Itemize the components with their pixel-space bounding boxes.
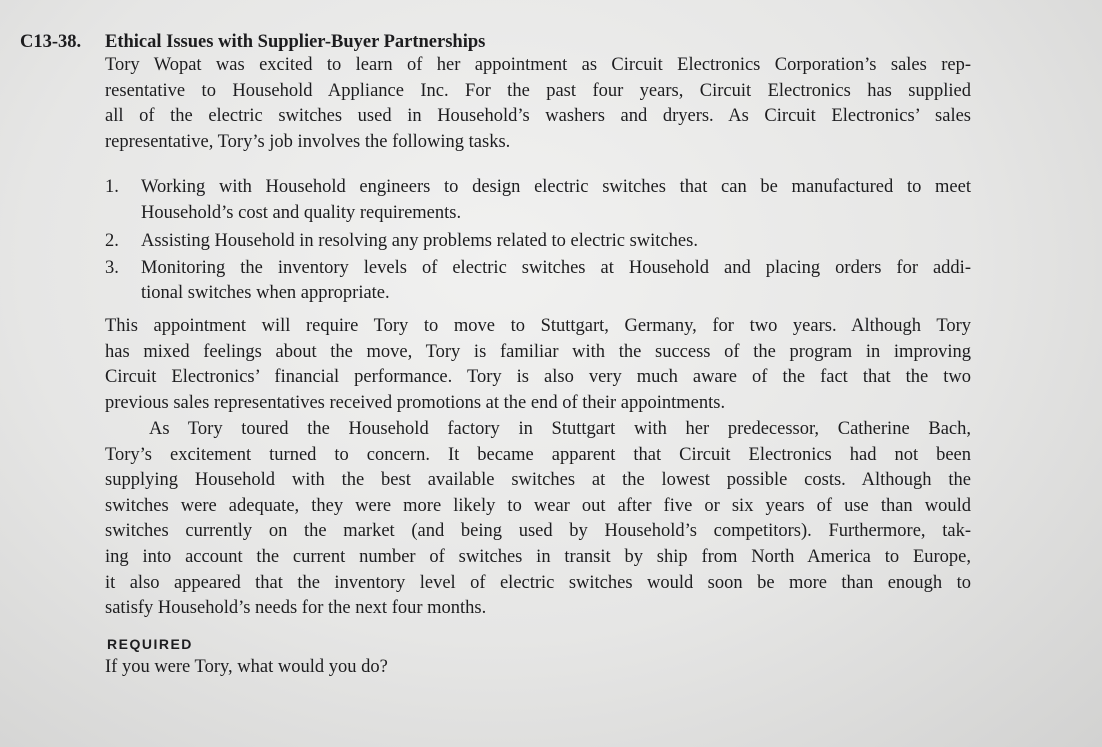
problem-heading [20,32,485,53]
text-line: Assisting Household in resolving any problems related to electric switches. [141,231,698,252]
text-line: representative, Tory’s job involves the following tasks. [105,131,511,152]
task-list [105,175,971,307]
text-line: tional switches when appropriate. [141,283,390,304]
text-line: Working with Household engineers to design electric switches that can be manufactured to meet [141,177,971,197]
text-line: This appointment will require Tory to move to Stuttgart, Germany, for two years. Although Tory [105,316,971,336]
text-line: switches currently on the market (and being used by Household’s competitors). Furthermore, tak- [105,521,971,542]
task-list-item [105,229,971,255]
task-number: 2. [105,231,119,252]
text-line: Tory’s excitement turned to concern. It became apparent that Circuit Electronics had not been [105,444,971,465]
task-number: 1. [105,177,119,197]
paragraph-3 [105,417,971,622]
text-line: Circuit Electronics’ financial performance. Tory is also very much aware of the fact that the two [105,367,971,388]
problem-title: Ethical Issues with Supplier-Buyer Partnerships [105,32,486,52]
text-line: supplying Household with the best available switches at the lowest possible costs. Although the [105,470,971,491]
task-number: 3. [105,257,119,278]
text-line: resentative to Household Appliance Inc. For the past four years, Circuit Electronics has supplied [105,80,971,101]
text-line: As Tory toured the Household factory in Stuttgart with her predecessor, Catherine Bach, [149,419,971,439]
task-text [141,175,971,226]
task-list-item [105,256,971,307]
text-line: Tory Wopat was excited to learn of her appointment as Circuit Electronics Corporation’s sales rep- [105,55,971,75]
intro-paragraph [105,53,971,155]
text-line: Household’s cost and quality requirements. [141,202,462,223]
text-line: ing into account the current number of switches in transit by ship from North America to Europe, [105,546,971,567]
task-list-item [105,175,971,226]
task-text [141,256,971,307]
task-text [141,229,971,255]
text-line: has mixed feelings about the move, Tory is familiar with the success of the program in improving [105,341,971,362]
required-label: REQUIRED [107,636,193,652]
text-line: previous sales representatives received promotions at the end of their appointments. [105,392,726,413]
text-line: switches were adequate, they were more likely to wear out after five or six years of use than would [105,495,971,516]
text-line: it also appeared that the inventory level of electric switches would soon be more than enough to [105,572,971,593]
required-question: If you were Tory, what would you do? [105,657,388,677]
paragraph-2 [105,314,971,416]
text-line: satisfy Household’s needs for the next four months. [105,598,487,619]
problem-number: C13-38. [20,32,82,52]
text-line: Monitoring the inventory levels of electric switches at Household and placing orders for addi- [141,257,971,278]
text-line: all of the electric switches used in Household’s washers and dryers. As Circuit Electronics’ sales [105,106,971,127]
